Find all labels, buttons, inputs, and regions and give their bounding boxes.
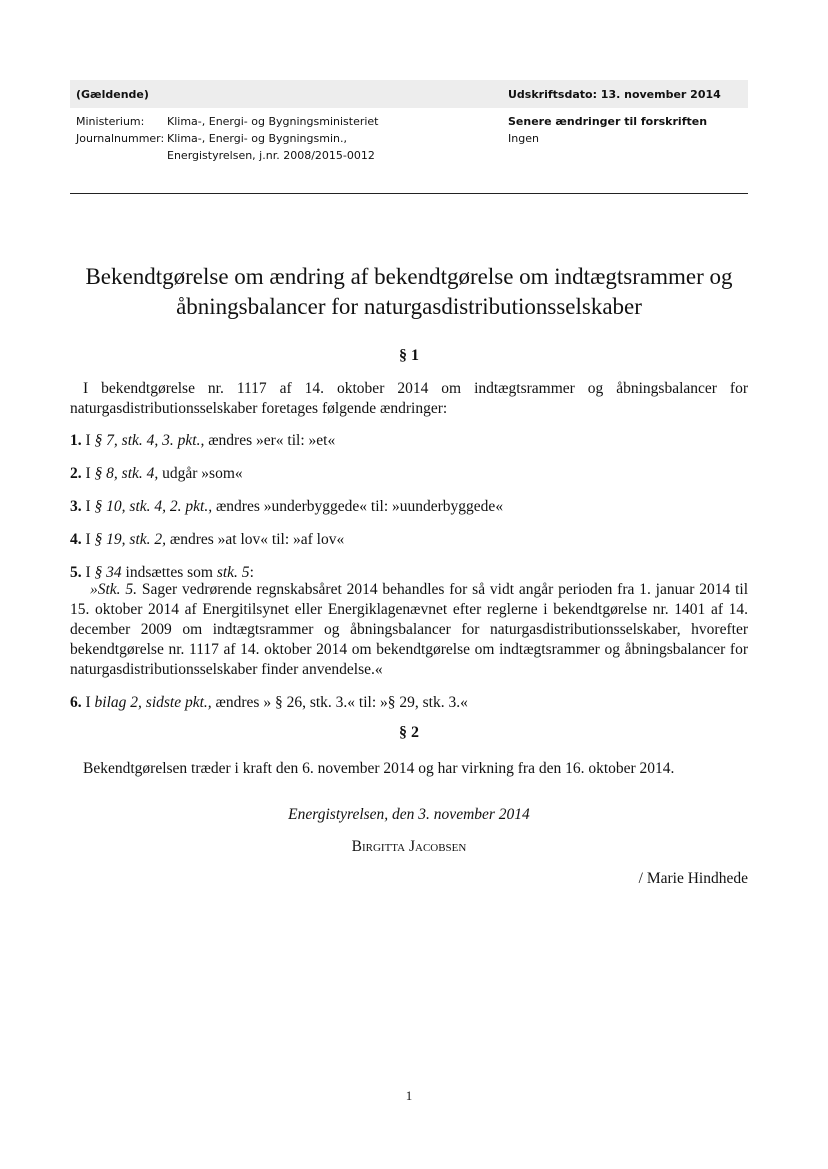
item-number: 3. xyxy=(70,498,82,515)
stk-label: »Stk. 5. xyxy=(90,581,138,598)
header-divider xyxy=(70,193,748,194)
item-text: indsættes som xyxy=(121,564,217,581)
item-reference: § 10, stk. 4, 2. pkt., xyxy=(94,498,213,515)
page-number: 1 xyxy=(405,1088,413,1103)
journal-value-line1: Klima-, Energi- og Bygningsmin., xyxy=(167,132,347,145)
item-number: 2. xyxy=(70,465,82,482)
closing-paragraph: Bekendtgørelsen træder i kraft den 6. november 2014 og har virkning fra den 16. oktober 2014. xyxy=(83,760,675,777)
journal-label: Journalnummer: xyxy=(76,132,165,145)
item-text: I xyxy=(81,694,95,711)
ministerium-value: Klima-, Energi- og Bygningsministeriet xyxy=(167,115,379,128)
item-number: 6. xyxy=(70,694,82,711)
item-text: ændres »underbyggede« til: »uunderbyggede« xyxy=(212,498,504,515)
journal-value-line2: Energistyrelsen, j.nr. 2008/2015-0012 xyxy=(167,149,375,162)
place-date: Energistyrelsen, den 3. november 2014 xyxy=(288,806,530,823)
item-reference: § 7, stk. 4, 3. pkt., xyxy=(94,432,205,449)
title-line1: Bekendtgørelse om ændring af bekendtgørelse om indtægtsrammer og xyxy=(85,264,733,289)
item-text: ændres »er« til: »et« xyxy=(204,432,336,449)
item-reference: § 34 xyxy=(94,564,122,581)
changes-block xyxy=(508,113,707,147)
intro-paragraph: I bekendtgørelse nr. 1117 af 14. oktober 2014 om indtægtsrammer og åbningsbalancer for naturgasdistributionsselskaber foretages følgende ændringer: xyxy=(70,380,748,417)
print-date: Udskriftsdato: 13. november 2014 xyxy=(508,88,721,101)
item-text: I xyxy=(81,498,95,515)
item-number: 1. xyxy=(70,432,82,449)
amendment-item-4 xyxy=(70,530,748,550)
changes-label: Senere ændringer til forskriften xyxy=(508,115,708,128)
document-title xyxy=(70,262,748,322)
ministerium-label: Ministerium: xyxy=(76,115,145,128)
changes-value: Ingen xyxy=(508,132,539,145)
amendment-item-1 xyxy=(70,431,748,451)
stk-text: Sager vedrørende regnskabsåret 2014 behandles for så vidt angår perioden fra 1. januar 2014 til 15. oktober 2014 af Energitilsynet eller Energiklagenævnet efter reglerne i bekendtgørelse nr. 1401 af 14. december 2009 om indtægtsrammer og åbningsbalancer for naturgasdistributionsselskaber, hvorefter bekendtgørelse nr. 1117 af 14. oktober 2014 om bekendtgørelse om indtægtsrammer og åbningsbalancer for naturgasdistributionsselskaber finder anvendelse.« xyxy=(70,581,748,678)
item-text: ændres »at lov« til: »af lov« xyxy=(166,531,345,548)
amendment-item-2 xyxy=(70,464,748,484)
item-reference: § 8, stk. 4, xyxy=(94,465,159,482)
item-text: ændres » § 26, stk. 3.« til: »§ 29, stk. 3.« xyxy=(211,694,468,711)
item-reference: stk. 5 xyxy=(216,564,250,581)
amendment-item-3 xyxy=(70,497,748,517)
section1-heading: § 1 xyxy=(399,347,419,364)
amendment-item-6 xyxy=(70,693,748,713)
title-line2: åbningsbalancer for naturgasdistributionsselskaber xyxy=(176,294,642,319)
item-text: : xyxy=(249,564,254,581)
item-text: I xyxy=(81,564,95,581)
item-text: udgår »som« xyxy=(158,465,243,482)
section2-heading: § 2 xyxy=(399,724,419,741)
signatory-name: Birgitta Jacobsen xyxy=(351,838,467,855)
item-text: I xyxy=(81,432,95,449)
cosigner-name: / Marie Hindhede xyxy=(638,870,748,887)
meta-values xyxy=(167,113,379,164)
item-reference: § 19, stk. 2, xyxy=(94,531,167,548)
stk5-paragraph xyxy=(70,580,748,680)
item-reference: bilag 2, sidste pkt., xyxy=(94,694,212,711)
item-number: 5. xyxy=(70,564,82,581)
meta-labels xyxy=(76,113,164,147)
item-text: I xyxy=(81,465,95,482)
item-text: I xyxy=(81,531,95,548)
item-number: 4. xyxy=(70,531,82,548)
status-label: (Gældende) xyxy=(76,88,149,101)
